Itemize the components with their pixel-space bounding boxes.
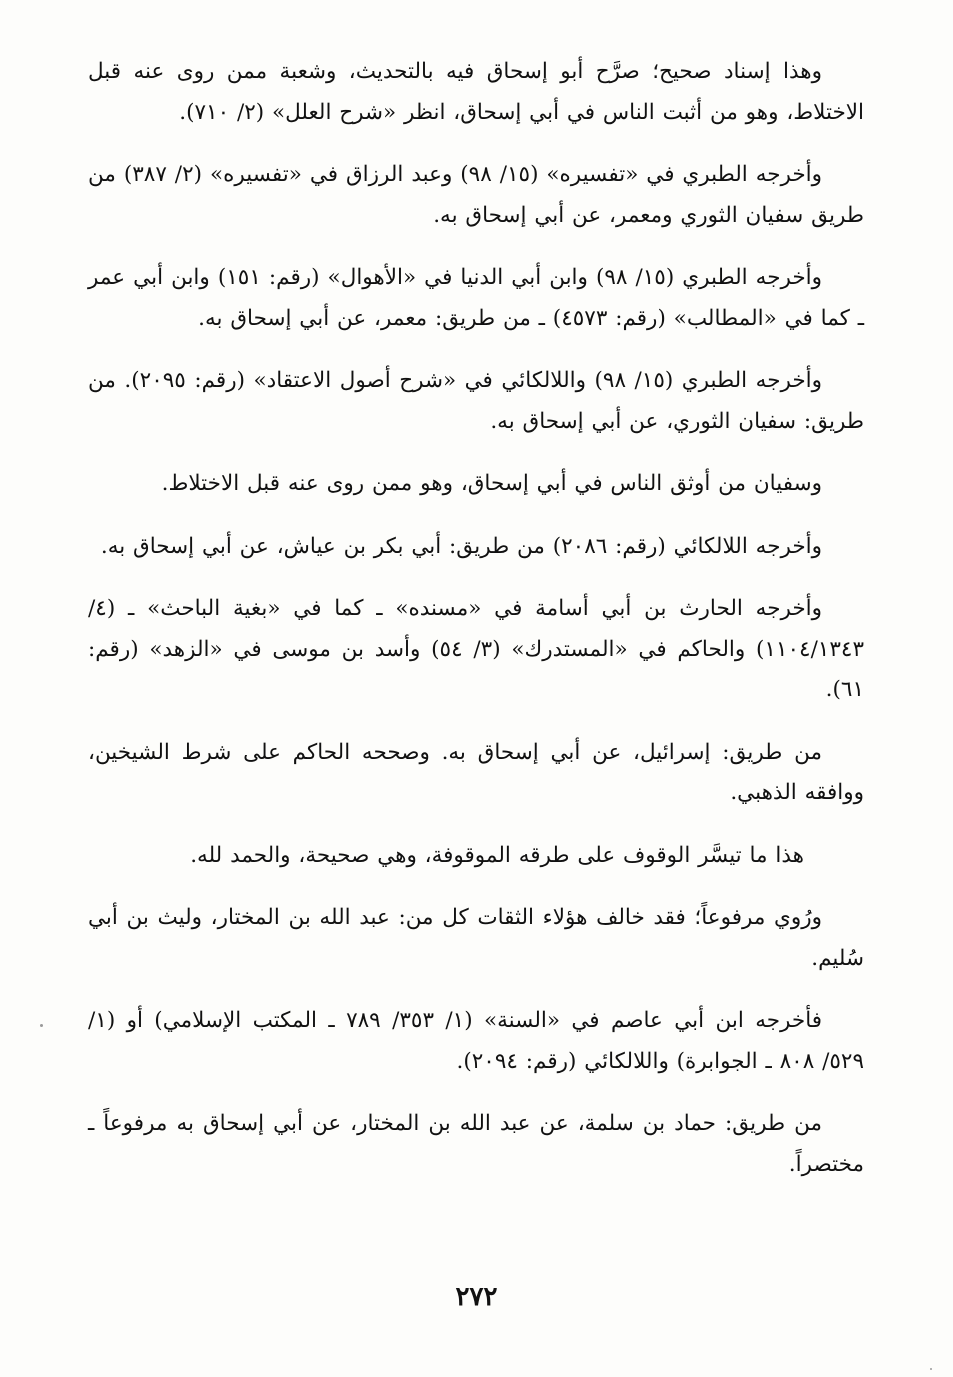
paragraph: وأخرجه الطبري في «تفسيره» (١٥/ ٩٨) وعبد الرزاق في «تفسيره» (٢/ ٣٨٧) من طريق سفيان الثوري ومعمر، عن أبي إسحاق به.	[88, 162, 864, 228]
paragraph: ورُوي مرفوعاً؛ فقد خالف هؤلاء الثقات كل من: عبد الله بن المختار، وليث بن أبي سُليم.	[88, 905, 864, 971]
paragraph: وأخرجه الطبري (١٥/ ٩٨) وابن أبي الدنيا في «الأهوال» (رقم: ١٥١) وابن أبي عمر ـ كما في «المطالب» (رقم: ٤٥٧٣) ـ من طريق: معمر، عن أبي إسحاق به.	[88, 265, 864, 331]
page-number: ٢٧٢	[455, 1282, 498, 1312]
paragraph: وهذا إسناد صحيح؛ صرَّح أبو إسحاق فيه بالتحديث، وشعبة ممن روى عنه قبل الاختلاط، وهو من أثبت الناس في أبي إسحاق، انظر «شرح العلل» (٢/ ٧١٠).	[88, 59, 864, 125]
paragraph: من طريق: حماد بن سلمة، عن عبد الله بن المختار، عن أبي إسحاق به مرفوعاً ـ مختصراً.	[88, 1111, 864, 1177]
paragraph: وسفيان من أوثق الناس في أبي إسحاق، وهو ممن روى عنه قبل الاختلاط.	[161, 471, 822, 496]
paragraph: وأخرجه اللالكائي (رقم: ٢٠٨٦) من طريق: أبي بكر بن عياش، عن أبي إسحاق به.	[100, 533, 822, 559]
scan-speck	[930, 1368, 932, 1370]
paragraph: وأخرجه الطبري (١٥/ ٩٨) واللالكائي في «شرح أصول الاعتقاد» (رقم: ٢٠٩٥). من طريق: سفيان الثوري، عن أبي إسحاق به.	[88, 368, 864, 434]
scan-speck	[40, 1024, 43, 1027]
document-body	[88, 52, 864, 1207]
paragraph: فأخرجه ابن أبي عاصم في «السنة» (١/ ٣٥٣/ ٧٨٩ ـ المكتب الإسلامي) أو (١/ ٥٢٩/ ٨٠٨ ـ الجوابرة) واللالكائي (رقم: ٢٠٩٤).	[88, 1008, 864, 1074]
paragraph: هذا ما تيسَّر الوقوف على طرقه الموقوفة، وهي صحيحة، والحمد لله.	[190, 842, 804, 868]
paragraph: من طريق: إسرائيل، عن أبي إسحاق به. وصححه الحاكم على شرط الشيخين، ووافقه الذهبي.	[88, 739, 864, 805]
paragraph: وأخرجه الحارث بن أبي أسامة في «مسنده» ـ كما في «بغية الباحث» ـ (٤/ ١١٠٤/١٣٤٣) والحاكم في «المستدرك» (٣/ ٥٤) وأسد بن موسى في «الزهد» (رقم: ٦١).	[88, 596, 865, 702]
